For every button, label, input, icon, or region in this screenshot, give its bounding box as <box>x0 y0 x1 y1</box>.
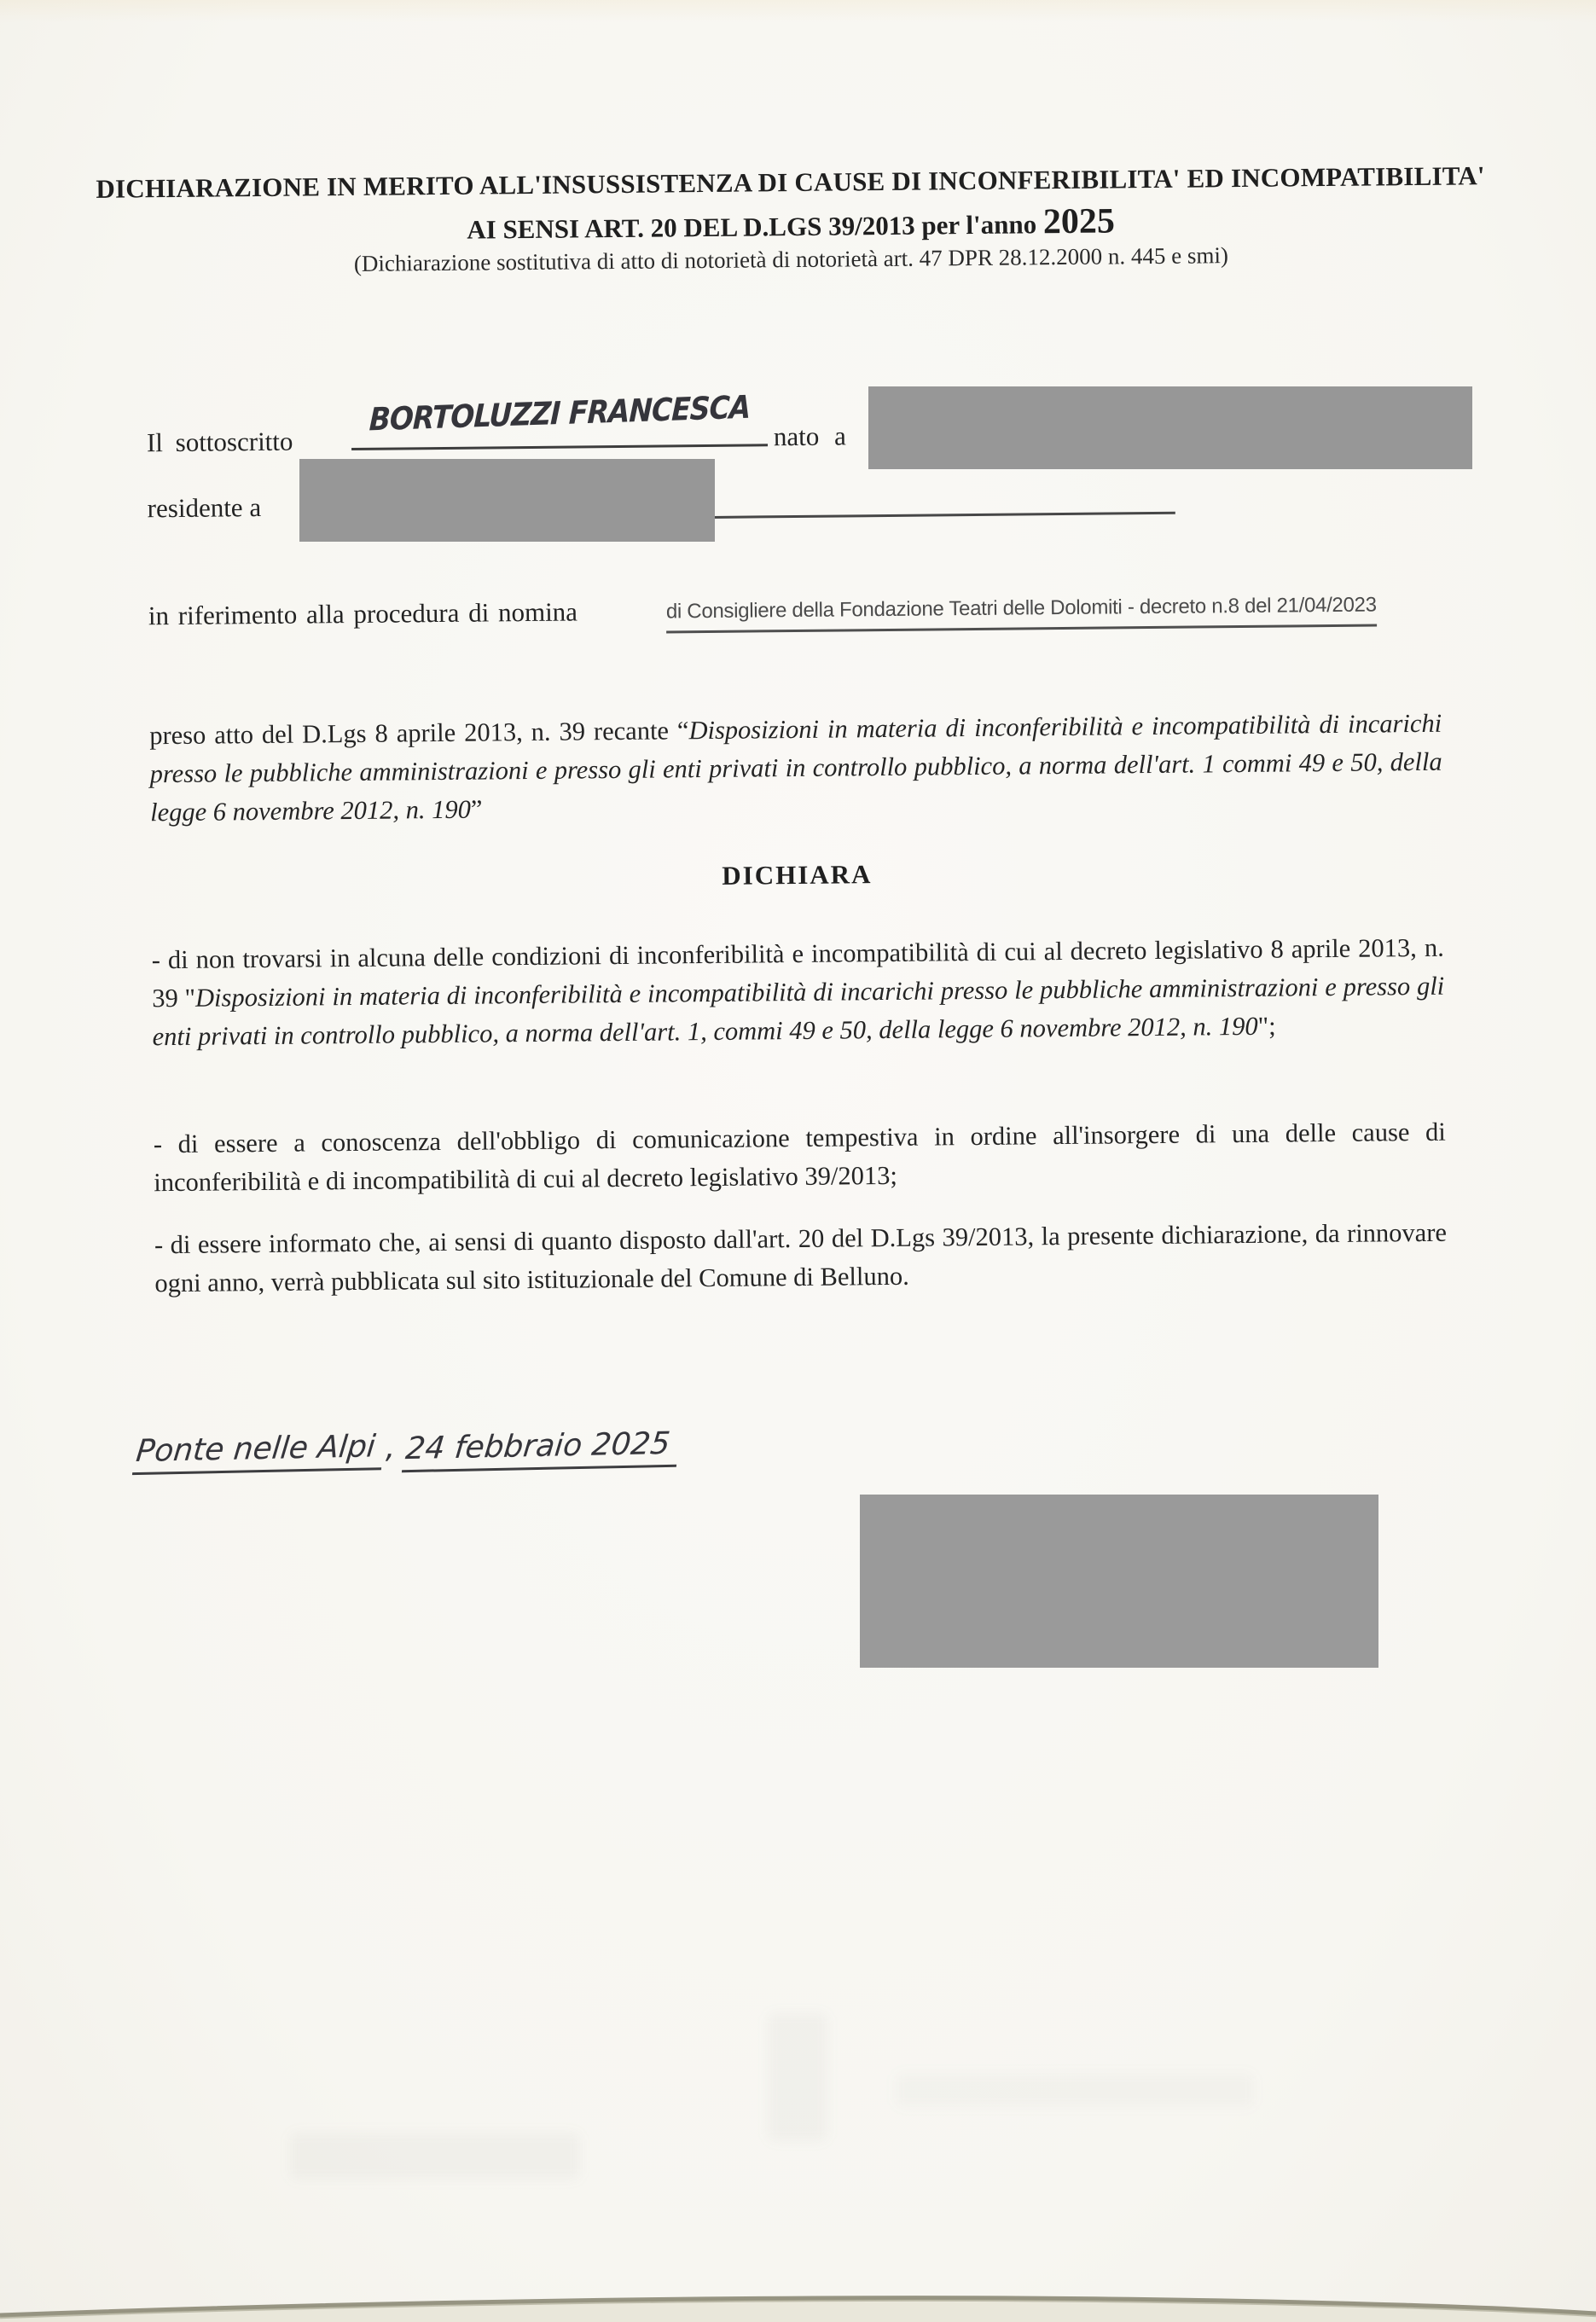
handwritten-place: Ponte nelle Alpi <box>132 1429 386 1475</box>
preso-atto-open: preso atto del D.Lgs 8 aprile 2013, n. 39 recante “ <box>149 716 689 751</box>
bullet1-open: - di non trovarsi in alcuna delle condizioni di inconferibilità e incompatibilità di cui al decreto legislativo 8 aprile 2013, n. 39 " <box>151 932 1444 1013</box>
place-and-date-row <box>134 1427 678 1473</box>
redaction-box-residence <box>299 459 715 542</box>
declaration-bullet-2: - di essere a conoscenza dell'obbligo di comunicazione tempestiva in ordine all'insorgere di una delle cause di inconferibilità e di incompatibilità di cui al decreto legislativo 39/2013; <box>153 1117 1446 1198</box>
bleedthrough-ghost <box>768 2013 827 2141</box>
procedure-value: di Consigliere della Fondazione Teatri delle Dolomiti - decreto n.8 del 21/04/2023 <box>666 593 1377 633</box>
residence-blank-line <box>712 512 1175 519</box>
document-title-line1: DICHIARAZIONE IN MERITO ALL'INSUSSISTENZA DI CAUSE DI INCONFERIBILITA' ED INCOMPATIBILITA' <box>96 160 1485 204</box>
procedure-label: in riferimento alla procedura di nomina <box>148 596 578 631</box>
document-subtitle: (Dichiarazione sostitutiva di atto di notorietà di notorietà art. 47 DPR 28.12.2000 n. 445 e smi) <box>353 242 1229 276</box>
handwritten-date: 24 febbraio 2025 <box>402 1426 681 1473</box>
preso-atto-paragraph <box>149 705 1442 833</box>
preso-atto-italic: Disposizioni in materia di inconferibilità e incompatibilità di incarichi presso le pubbliche amministrazioni e presso gli enti privati in controllo pubblico, a norma dell'art. 1 commi 49 e 50, della legge 6 novembre 2012, n. 190 <box>149 708 1442 827</box>
declaration-bullet-3: - di essere informato che, ai sensi di quanto disposto dall'art. 20 del D.Lgs 39/2013, la presente dichiarazione, da rinnovare ogni anno, verrà pubblicata sul sito istituzionale del Comune di Belluno. <box>154 1217 1448 1298</box>
handwritten-comma: , <box>385 1430 396 1466</box>
preso-atto-close: ” <box>470 794 483 824</box>
bullet1-close: "; <box>1257 1011 1276 1041</box>
paper-bottom-edge <box>0 2278 1596 2322</box>
declaration-bullet-1 <box>152 929 1445 1057</box>
subscriber-name-field <box>351 387 768 450</box>
paper-edge-curve <box>0 2278 1596 2322</box>
bullet1-italic: Disposizioni in materia di inconferibilità e incompatibilità di incarichi presso le pubbliche amministrazioni e presso gli enti privati in controllo pubblico, a norma dell'art. 1, commi 49 e 50, della legge 6 novembre 2012, n. 190 <box>152 971 1445 1052</box>
title-line2-text: AI SENSI ART. 20 DEL D.LGS 39/2013 per l'anno <box>467 209 1044 245</box>
handwritten-name: BORTOLUZZI FRANCESCA <box>368 387 751 438</box>
born-label: nato a <box>773 421 846 452</box>
bleedthrough-ghost <box>290 2133 580 2180</box>
subscriber-label: Il sottoscritto <box>146 426 293 458</box>
bleedthrough-ghost <box>896 2073 1254 2107</box>
resident-label: residente a <box>147 492 262 524</box>
dichiara-heading: DICHIARA <box>722 859 873 891</box>
title-year: 2025 <box>1042 201 1116 242</box>
redaction-box-birthplace <box>868 386 1472 469</box>
redaction-box-signature <box>860 1495 1378 1668</box>
